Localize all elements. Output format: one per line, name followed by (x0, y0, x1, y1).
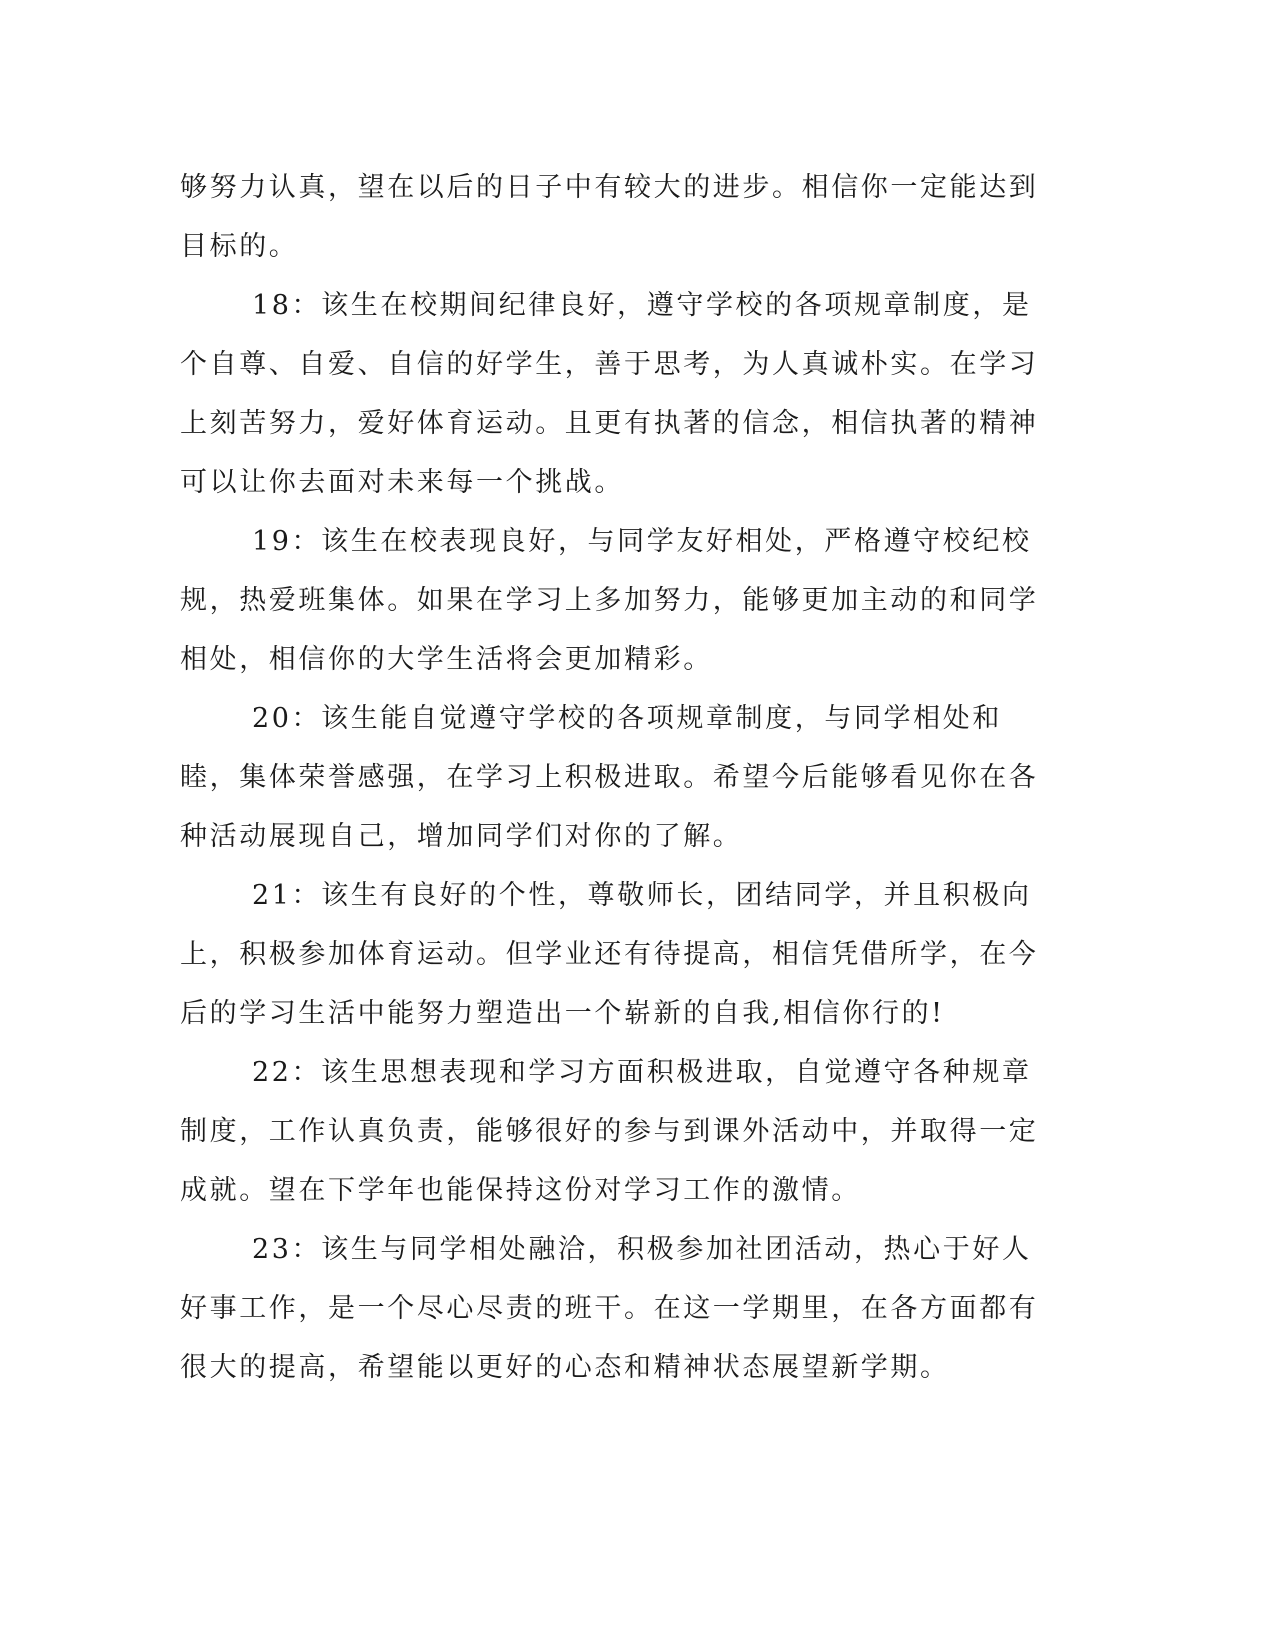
paragraph-comment-21: 21：该生有良好的个性，尊敬师长，团结同学，并且积极向上，积极参加体育运动。但学业还有待提高，相信凭借所学，在今后的学习生活中能努力塑造出一个崭新的自我,相信你行的! (180, 880, 1039, 1029)
paragraph-comment-22: 22：该生思想表现和学习方面积极进取，自觉遵守各种规章制度，工作认真负责，能够很好的参与到课外活动中，并取得一定成就。望在下学年也能保持这份对学习工作的激情。 (180, 1057, 1039, 1206)
paragraph-comment-20: 20：该生能自觉遵守学校的各项规章制度，与同学相处和睦，集体荣誉感强，在学习上积极进取。希望今后能够看见你在各种活动展现自己，增加同学们对你的了解。 (180, 703, 1039, 852)
paragraph-comment-23: 23：该生与同学相处融洽，积极参加社团活动，热心于好人好事工作，是一个尽心尽责的班干。在这一学期里，在各方面都有很大的提高，希望能以更好的心态和精神状态展望新学期。 (180, 1234, 1039, 1383)
paragraph-comment-19: 19：该生在校表现良好，与同学友好相处，严格遵守校纪校规，热爱班集体。如果在学习上多加努力，能够更加主动的和同学相处，相信你的大学生活将会更加精彩。 (180, 526, 1039, 675)
document-body (180, 158, 1040, 1397)
paragraph-comment-18: 18：该生在校期间纪律良好，遵守学校的各项规章制度，是个自尊、自爱、自信的好学生，善于思考，为人真诚朴实。在学习上刻苦努力，爱好体育运动。且更有执著的信念，相信执著的精神可以让你去面对未来每一个挑战。 (180, 290, 1039, 498)
paragraph-continuation: 够努力认真，望在以后的日子中有较大的进步。相信你一定能达到目标的。 (180, 172, 1039, 262)
